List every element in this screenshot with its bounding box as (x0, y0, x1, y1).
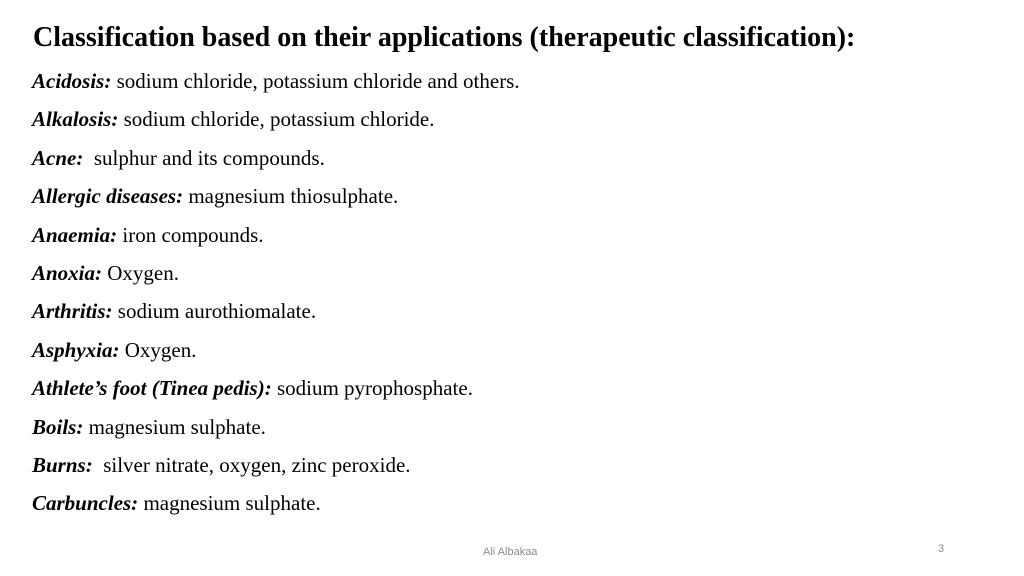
list-item (32, 446, 520, 484)
entry-term: Anaemia: (32, 222, 118, 247)
entry-term: Acne: (32, 145, 84, 170)
entry-term: Asphyxia: (32, 337, 120, 362)
entry-description: magnesium sulphate. (138, 491, 321, 516)
list-item (32, 216, 520, 254)
entry-description: sulphur and its compounds. (83, 145, 325, 170)
entry-term: Anoxia: (32, 261, 103, 286)
entry-term: Acidosis: (32, 69, 112, 93)
list-item (32, 177, 520, 215)
list-item (32, 331, 520, 369)
footer-author: Ali Albakaa (483, 546, 538, 558)
list-item (32, 484, 520, 522)
entry-description: sodium chloride, potassium chloride. (118, 107, 435, 132)
entry-description: sodium chloride, potassium chloride and others. (111, 69, 520, 93)
entry-description: iron compounds. (117, 222, 264, 247)
classification-list (32, 62, 520, 523)
entry-term: Athlete’s foot (Tinea pedis): (32, 376, 272, 401)
page-number: 3 (938, 543, 945, 555)
list-item (32, 408, 520, 446)
list-item (32, 254, 520, 292)
list-item (32, 369, 520, 407)
entry-description: magnesium sulphate. (83, 414, 266, 439)
entry-description: magnesium thiosulphate. (183, 184, 399, 209)
entry-term: Arthritis: (32, 299, 113, 324)
list-item (32, 139, 520, 177)
list-item (32, 292, 520, 330)
entry-term: Allergic diseases: (32, 184, 184, 209)
list-item (32, 62, 520, 100)
entry-description: Oxygen. (102, 261, 180, 286)
entry-description: sodium pyrophosphate. (271, 376, 473, 401)
entry-description: Oxygen. (119, 337, 197, 362)
entry-term: Boils: (32, 414, 84, 439)
entry-description: silver nitrate, oxygen, zinc peroxide. (92, 453, 411, 478)
entry-description: sodium aurothiomalate. (112, 299, 317, 324)
slide-title: Classification based on their applications (therapeutic classification): (33, 22, 856, 53)
entry-term: Carbuncles: (32, 491, 139, 516)
entry-term: Burns: (32, 453, 93, 478)
entry-term: Alkalosis: (32, 107, 119, 132)
list-item (32, 100, 520, 138)
